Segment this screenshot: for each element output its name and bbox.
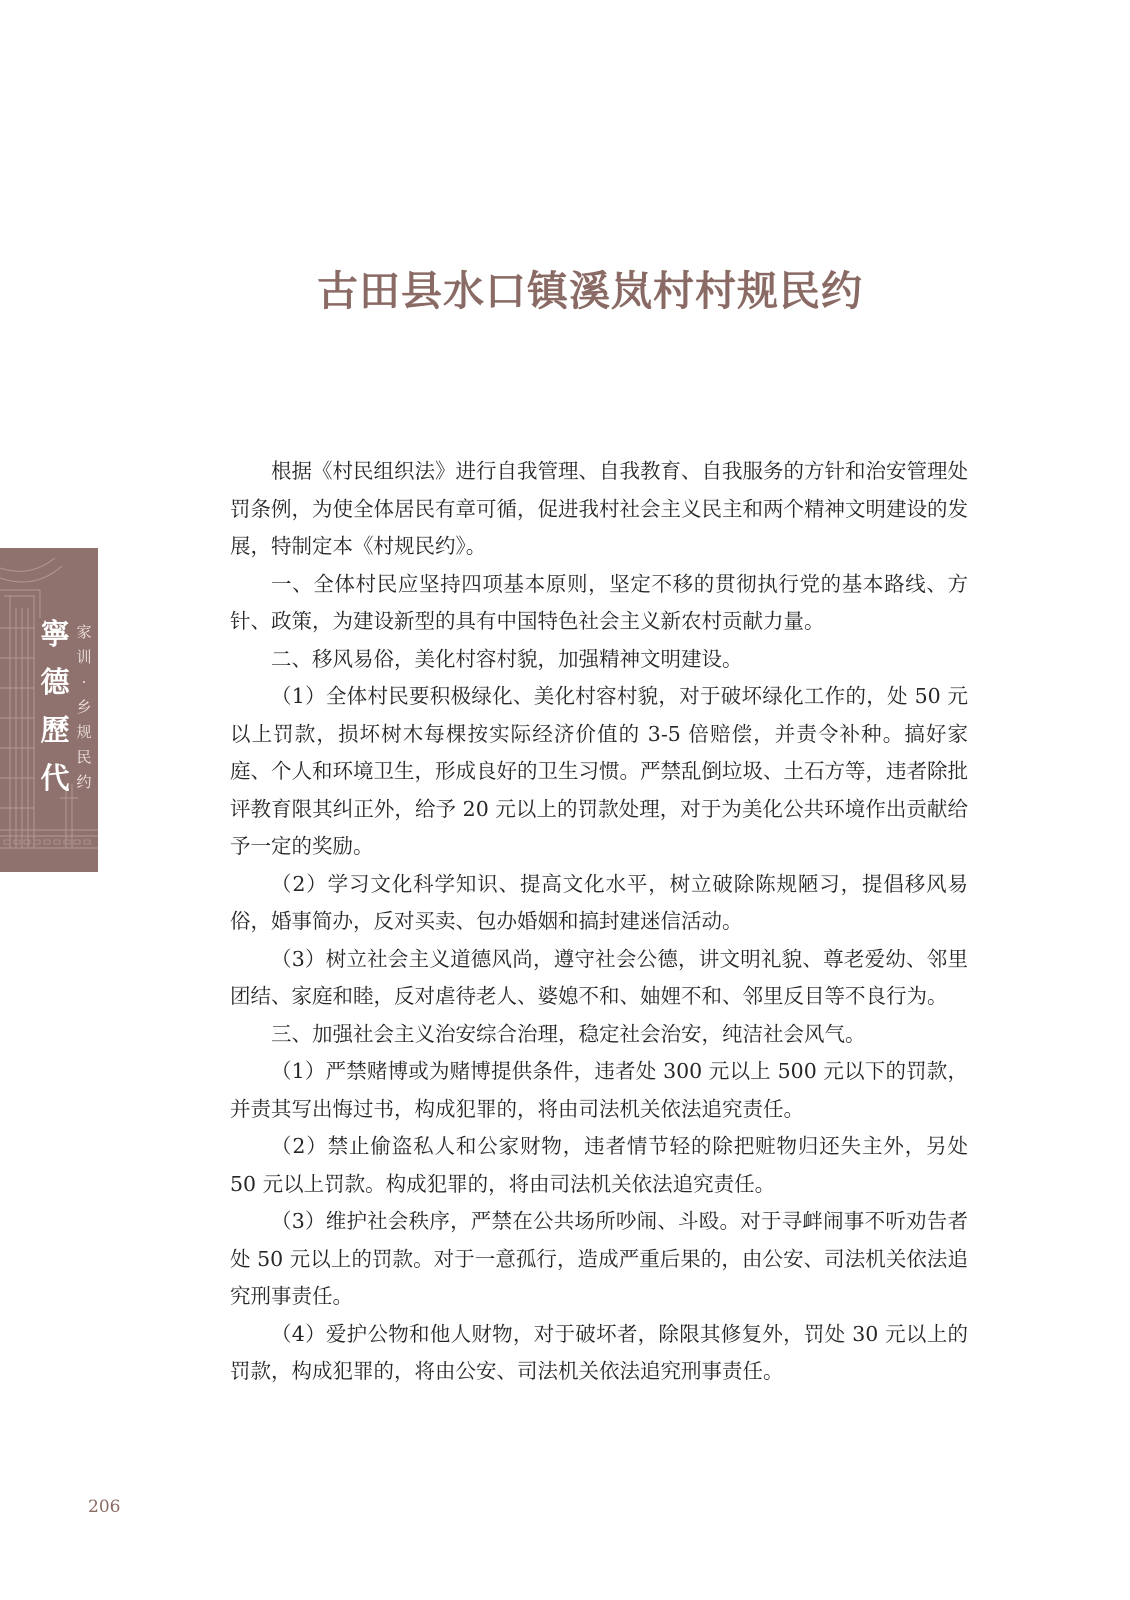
series-main-char: 寧: [40, 617, 70, 651]
paragraph: （1）严禁赌博或为赌博提供条件，违者处 300 元以上 500 元以下的罚款，并责其写出悔过书，构成犯罪的，将由司法机关依法追究责任。: [230, 1059, 968, 1121]
series-main-title: [38, 610, 72, 802]
paragraph: （2）禁止偷盗私人和公家财物，违者情节轻的除把赃物归还失主外，另处 50 元以上罚款。构成犯罪的，将由司法机关依法追究责任。: [230, 1134, 968, 1196]
paragraph: 根据《村民组织法》进行自我管理、自我教育、自我服务的方针和治安管理处罚条例，为使全体居民有章可循，促进我村社会主义民主和两个精神文明建设的发展，特制定本《村规民约》。: [230, 459, 968, 558]
paragraph: 二、移风易俗，美化村容村貌，加强精神文明建设。: [271, 646, 743, 671]
page-number: 206: [88, 1497, 121, 1517]
series-sub-char: 民: [76, 748, 92, 766]
book-series-tab: [0, 548, 98, 872]
paragraph: （3）维护社会秩序，严禁在公共场所吵闹、斗殴。对于寻衅闹事不听劝告者处 50 元以上的罚款。对于一意孤行，造成严重后果的，由公安、司法机关依法追究刑事责任。: [230, 1209, 968, 1308]
series-sub-char: 约: [76, 773, 92, 791]
paragraph: 一、全体村民应坚持四项基本原则，坚定不移的贯彻执行党的基本路线、方针、政策，为建设新型的具有中国特色社会主义新农村贡献力量。: [230, 571, 968, 633]
series-sub-char: 乡: [76, 698, 92, 716]
paragraph: （3）树立社会主义道德风尚，遵守社会公德，讲文明礼貌、尊老爱幼、邻里团结、家庭和睦，反对虐待老人、婆媳不和、妯娌不和、邻里反目等不良行为。: [230, 946, 968, 1008]
paragraph: 三、加强社会主义治安综合治理，稳定社会治安，纯洁社会风气。: [271, 1021, 866, 1046]
series-main-char: 德: [40, 665, 70, 699]
series-main-char: 歷: [40, 713, 70, 747]
series-sub-char: 家: [76, 623, 92, 641]
page-title: 古田县水口镇溪岚村村规民约: [317, 267, 863, 315]
paragraph: （4）爱护公物和他人财物，对于破坏者，除限其修复外，罚处 30 元以上的罚款，构成犯罪的，将由公安、司法机关依法追究刑事责任。: [230, 1321, 968, 1383]
series-sub-char: ·: [81, 673, 87, 691]
paragraph: （1）全体村民要积极绿化、美化村容村貌，对于破坏绿化工作的，处 50 元以上罚款，损坏树木每棵按实际经济价值的 3-5 倍赔偿，并责令补种。搞好家庭、个人和环境卫生，形成良好的卫生习惯。严禁乱倒垃圾、土石方等，违者除批评教育限其纠正外，给予 20 元以上的罚款处理，对于为美化公共环境作出贡献给予一定的奖励。: [230, 684, 968, 858]
series-sub-char: 训: [76, 648, 92, 666]
paragraph: （2）学习文化科学知识、提高文化水平，树立破除陈规陋习，提倡移风易俗，婚事简办，反对买卖、包办婚姻和搞封建迷信活动。: [230, 871, 968, 933]
document-body: [230, 453, 968, 1391]
series-main-char: 代: [40, 761, 70, 795]
series-sub-char: 规: [76, 723, 92, 741]
series-subtitle: [74, 620, 94, 795]
